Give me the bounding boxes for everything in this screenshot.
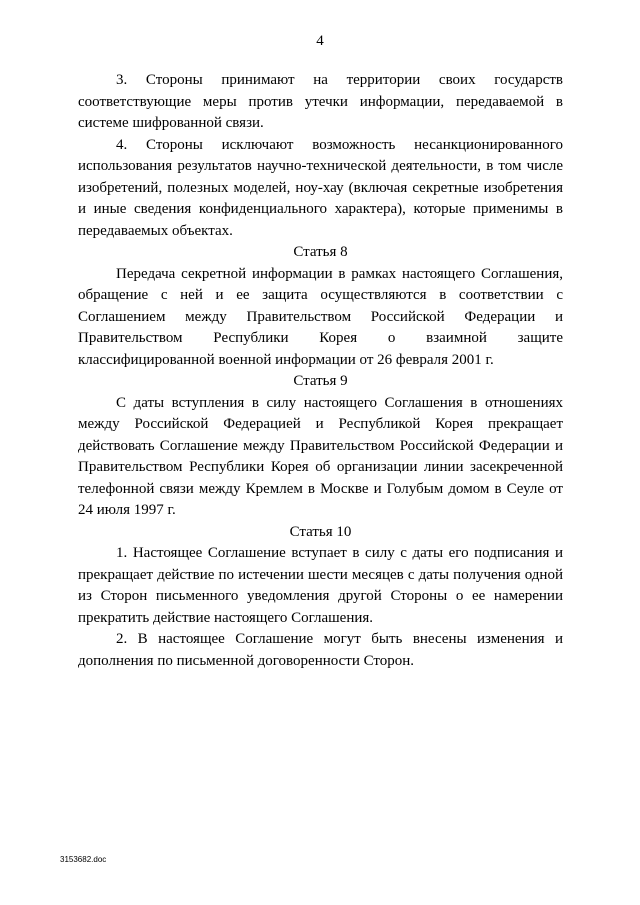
paragraph: 1. Настоящее Соглашение вступает в силу с даты его подписания и прекращает действие по истечении шести месяцев с даты получения одной из Сторон письменного уведомления другой Стороны о ее намерении прекратить действие настоящего Соглашения.: [78, 545, 563, 626]
paragraph: 4. Стороны исключают возможность несанкционированного использования результатов научно-технической деятельности, в том числе изобретений, полезных моделей, ноу-хау (включая секретные изобретения и иные сведения конфиденциального характера), которые применимы в передаваемых объектах.: [78, 136, 563, 239]
paragraph: Передача секретной информации в рамках настоящего Соглашения, обращение с ней и ее защита осуществляются в соответствии с Соглашением между Правительством Российской Федерации и Правительством Республики Корея о взаимной защите классифицированной военной информации от 26 февраля 2001 г.: [78, 265, 563, 368]
article-heading: Статья 9: [293, 373, 348, 389]
paragraph: С даты вступления в силу настоящего Соглашения в отношениях между Российской Федерацией и Республикой Корея прекращает действовать Соглашение между Правительством Российской Федерации и Правительством Республики Корея об организации линии засекреченной телефонной связи между Кремлем в Москве и Голубым домом в Сеуле от 24 июля 1997 г.: [78, 394, 563, 518]
paragraph: 3. Стороны принимают на территории своих государств соответствующие меры против утечки информации, передаваемой в системе шифрованной связи.: [78, 72, 563, 131]
article-heading: Статья 8: [293, 244, 348, 260]
page-number: 4: [316, 33, 324, 49]
paragraph: 2. В настоящее Соглашение могут быть внесены изменения и дополнения по письменной договоренности Сторон.: [78, 631, 563, 669]
file-name-footer: 3153682.doc: [60, 855, 107, 864]
article-heading: Статья 10: [289, 523, 352, 540]
document-body: [78, 70, 563, 672]
